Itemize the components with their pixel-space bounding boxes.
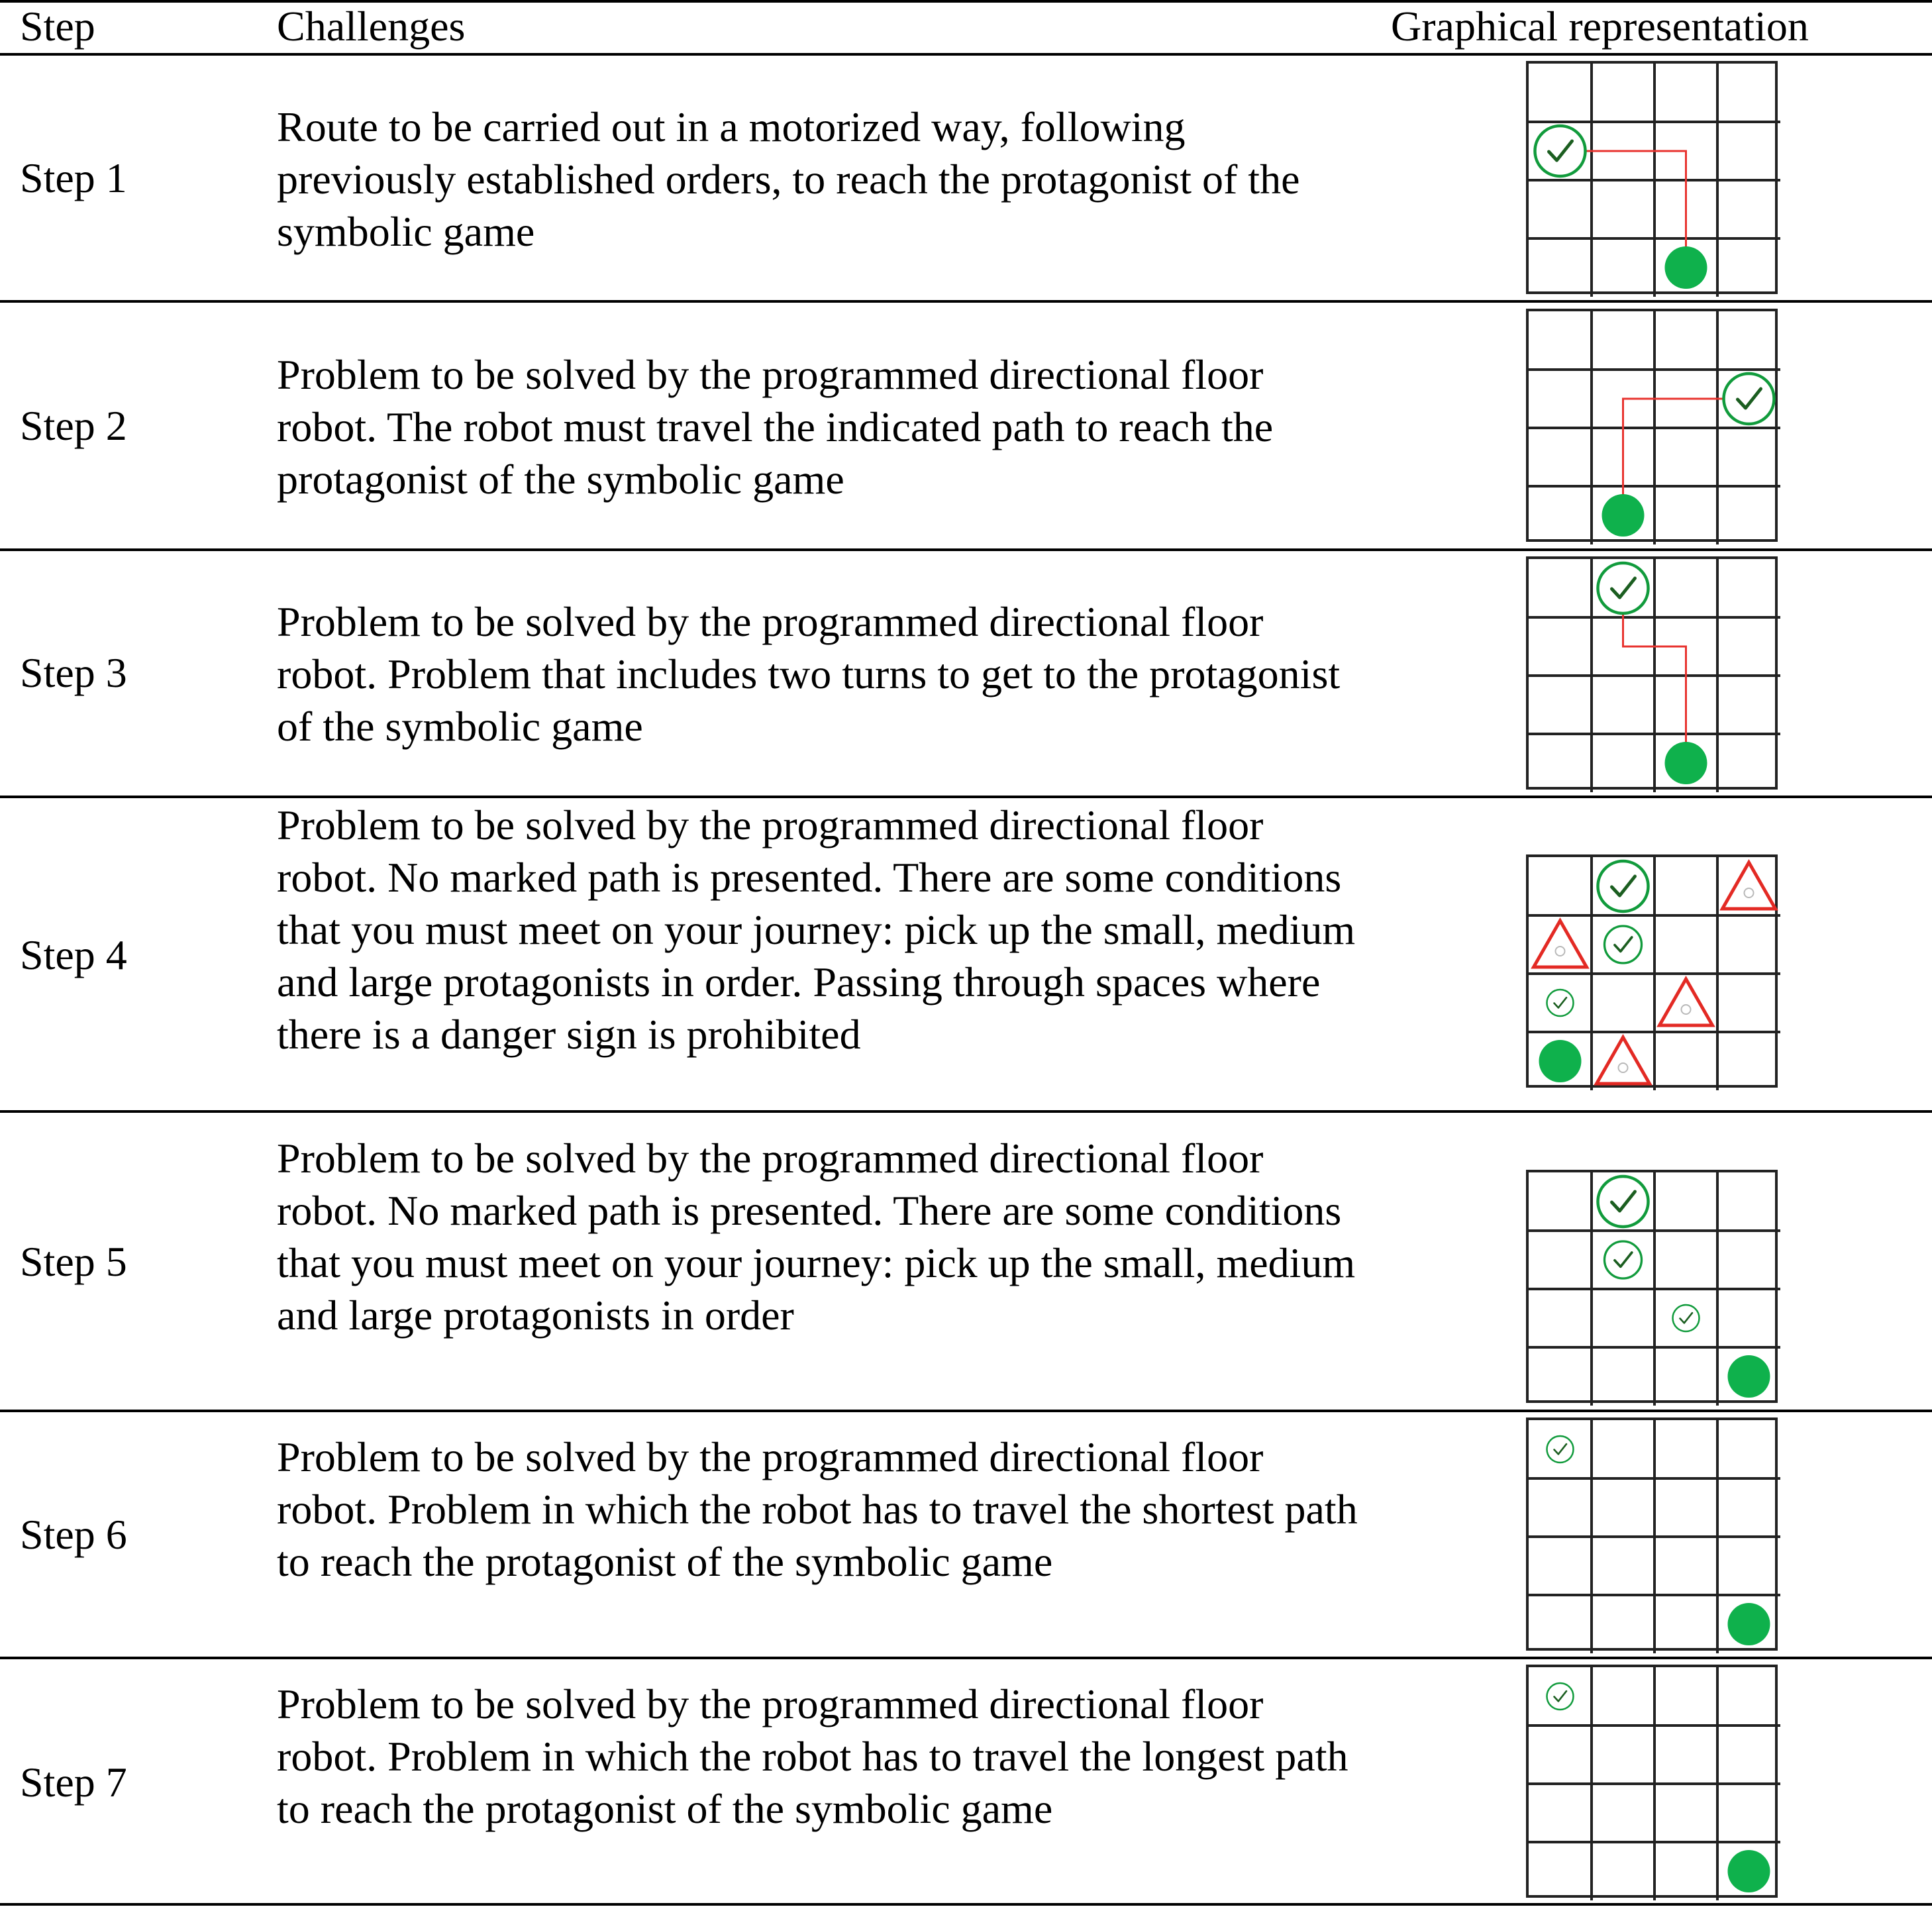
grid-svg <box>1529 559 1780 792</box>
challenge-text: Problem to be solved by the programmed directional floor robot. Problem in which the robot has to travel the longest path to reach the protagonist of the symbolic game <box>277 1680 1348 1832</box>
step-label: Step 7 <box>20 1759 127 1806</box>
filled-circle-icon <box>1665 742 1707 784</box>
graphic-grid <box>1526 854 1778 1088</box>
check-circle-ring <box>1598 861 1649 911</box>
filled-circle-icon <box>1728 1850 1770 1892</box>
graphic-grid <box>1526 309 1778 542</box>
check-circle-icon <box>1547 1436 1574 1463</box>
check-circle-ring <box>1535 126 1586 176</box>
grid-svg <box>1529 64 1780 297</box>
check-circle-icon <box>1605 1241 1642 1278</box>
graphic-grid <box>1526 61 1778 294</box>
challenge-text: Problem to be solved by the programmed directional floor robot. No marked path is presented. There are some conditions that you must meet on your journey: pick up the small, medium and large protagonists in order. Passing through spaces where there is a danger sign is prohibited <box>277 801 1356 1058</box>
warning-triangle-shape <box>1534 921 1587 967</box>
step-label: Step 6 <box>20 1511 127 1558</box>
check-circle-icon <box>1535 126 1586 176</box>
challenge-text: Route to be carried out in a motorized way, following previously established orders, to reach the protagonist of the symbolic game <box>277 103 1300 255</box>
graphic-grid <box>1526 1170 1778 1403</box>
challenge-text: Problem to be solved by the programmed directional floor robot. The robot must travel the indicated path to reach the protagonist of the symbolic game <box>277 351 1274 503</box>
check-circle-ring <box>1724 374 1774 424</box>
filled-circle-icon <box>1728 1355 1770 1398</box>
grid-svg <box>1529 1667 1780 1900</box>
step-label: Step 2 <box>20 402 127 449</box>
header-challenges: Challenges <box>277 3 466 50</box>
row-divider <box>0 300 1932 303</box>
check-circle-icon <box>1598 861 1649 911</box>
check-circle-ring <box>1605 926 1642 963</box>
challenge-text: Problem to be solved by the programmed directional floor robot. Problem that includes two turns to get to the protagonist of the symbolic game <box>277 598 1341 750</box>
warning-triangle-icon <box>1723 862 1776 909</box>
graphic-grid <box>1526 556 1778 790</box>
filled-circle-icon <box>1539 1040 1582 1082</box>
grid-svg <box>1529 857 1780 1090</box>
row-divider <box>0 1657 1932 1659</box>
graphic-grid <box>1526 1417 1778 1651</box>
check-circle-ring <box>1598 563 1649 613</box>
check-circle-ring <box>1605 1241 1642 1278</box>
warning-triangle-shape <box>1723 862 1776 909</box>
check-circle-icon <box>1673 1305 1700 1331</box>
row-divider <box>0 548 1932 551</box>
check-circle-icon <box>1598 1176 1649 1227</box>
header-step: Step <box>20 3 95 50</box>
step-label: Step 4 <box>20 931 127 978</box>
warning-triangle-icon <box>1597 1037 1650 1084</box>
check-circle-icon <box>1605 926 1642 963</box>
check-circle-ring <box>1547 990 1574 1016</box>
check-circle-icon <box>1547 1683 1574 1710</box>
step-label: Step 5 <box>20 1238 127 1285</box>
filled-circle-icon <box>1665 246 1707 289</box>
step-label: Step 3 <box>20 649 127 696</box>
step-label: Step 1 <box>20 154 127 201</box>
check-circle-ring <box>1547 1436 1574 1463</box>
header-bottom-rule <box>0 53 1932 56</box>
grid-svg <box>1529 1172 1780 1406</box>
row-divider <box>0 796 1932 798</box>
check-circle-icon <box>1724 374 1774 424</box>
grid-svg <box>1529 1420 1780 1653</box>
grid-svg <box>1529 311 1780 544</box>
check-circle-ring <box>1673 1305 1700 1331</box>
warning-triangle-shape <box>1597 1037 1650 1084</box>
header-graphical-representation: Graphical representation <box>1391 3 1809 50</box>
check-circle-ring <box>1598 1176 1649 1227</box>
row-divider <box>0 1110 1932 1113</box>
filled-circle-icon <box>1602 494 1645 537</box>
warning-triangle-icon <box>1660 979 1713 1025</box>
check-circle-icon <box>1598 563 1649 613</box>
filled-circle-icon <box>1728 1603 1770 1645</box>
warning-triangle-icon <box>1534 921 1587 967</box>
check-circle-ring <box>1547 1683 1574 1710</box>
table-bottom-rule <box>0 1903 1932 1906</box>
row-divider <box>0 1410 1932 1412</box>
check-circle-icon <box>1547 990 1574 1016</box>
challenge-text: Problem to be solved by the programmed directional floor robot. Problem in which the robot has to travel the shortest path to reach the protagonist of the symbolic game <box>277 1433 1358 1585</box>
warning-triangle-shape <box>1660 979 1713 1025</box>
graphic-grid <box>1526 1665 1778 1898</box>
challenge-text: Problem to be solved by the programmed directional floor robot. No marked path is presented. There are some conditions that you must meet on your journey: pick up the small, medium and large protagonists in order <box>277 1135 1356 1339</box>
